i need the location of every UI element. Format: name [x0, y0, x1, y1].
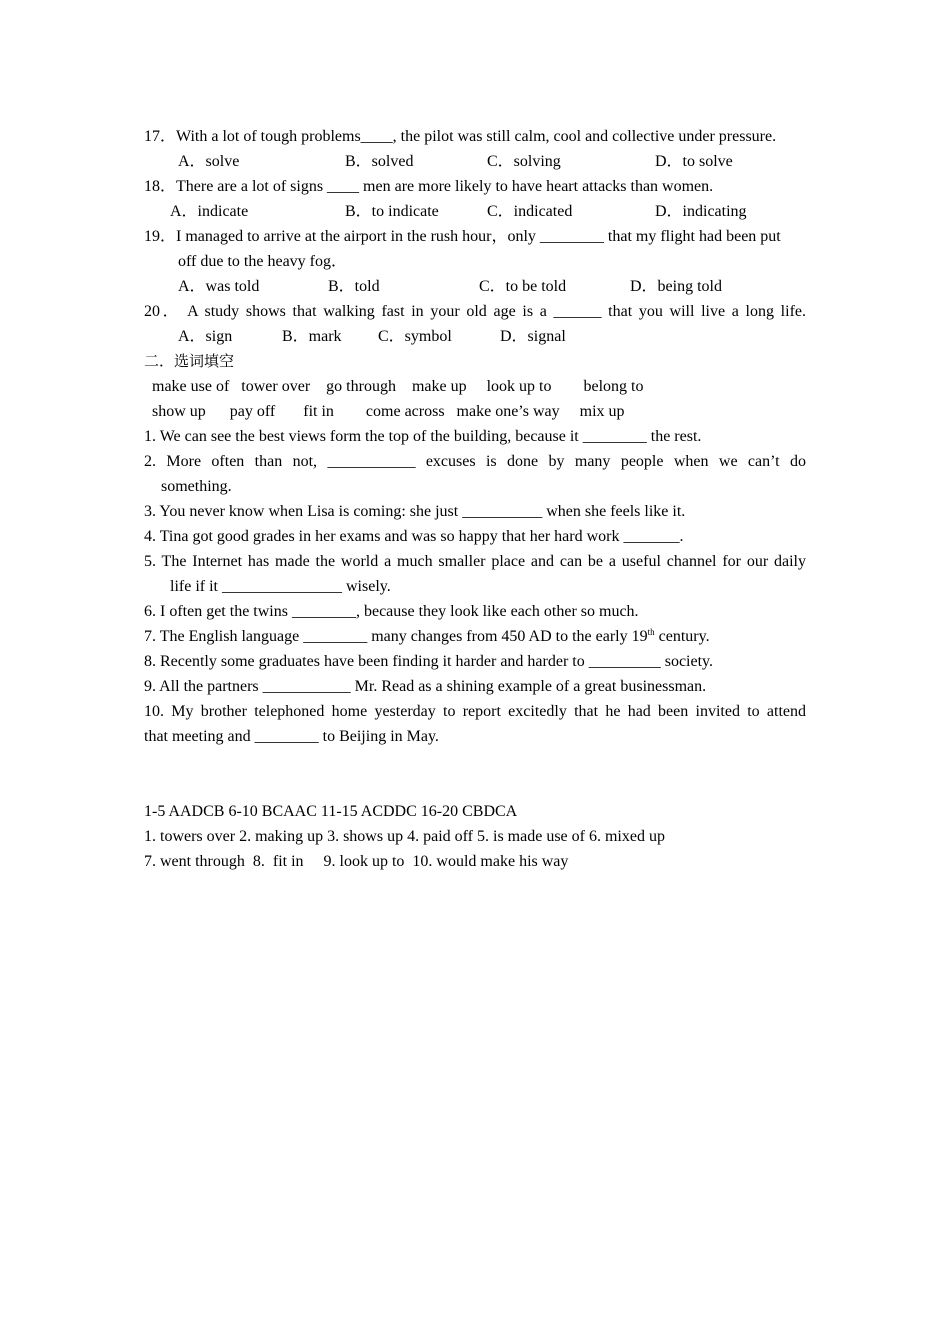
- option-a: A．indicate: [170, 203, 249, 220]
- question-20-options: [144, 324, 806, 349]
- word-bank-line-1: make use of tower over go through make up look up to belong to: [152, 378, 644, 395]
- fill-sentence-6: 6. I often get the twins ________, because they look like each other so much.: [144, 603, 639, 620]
- option-b: B．solved: [345, 153, 414, 170]
- option-d: D．being told: [630, 278, 722, 295]
- question-17-stem: 17．With a lot of tough problems____, the pilot was still calm, cool and collective under pressure.: [144, 128, 777, 145]
- question-18-stem: 18．There are a lot of signs ____ men are more likely to have heart attacks than women.: [144, 178, 714, 195]
- fill-sentence-10-line1: 10. My brother telephoned home yesterday to report excitedly that he had been invited to attend: [144, 703, 806, 720]
- question-20-stem: 20． A study shows that walking fast in your old age is a ______ that you will live a long life.: [144, 303, 806, 320]
- question-19-stem-line2: off due to the heavy fog．: [178, 253, 347, 270]
- fill-sentence-5-line1: 5. The Internet has made the world a much smaller place and can be a useful channel for our daily: [144, 553, 806, 570]
- option-a: A．solve: [178, 153, 240, 170]
- option-c: C．symbol: [378, 328, 452, 345]
- spacer: [144, 749, 806, 799]
- fill-sentence-8: 8. Recently some graduates have been finding it harder and harder to _________ society.: [144, 653, 714, 670]
- option-d: D．indicating: [655, 203, 747, 220]
- section-2-title: 二．选词填空: [144, 352, 235, 370]
- answer-key-line1: 1-5 AADCB 6-10 BCAAC 11-15 ACDDC 16-20 CBDCA: [144, 803, 518, 820]
- answer-key-line2: 1. towers over 2. making up 3. shows up 4. paid off 5. is made use of 6. mixed up: [144, 828, 665, 845]
- option-c: C．indicated: [487, 203, 573, 220]
- option-c: C．solving: [487, 153, 561, 170]
- option-a: A．was told: [178, 278, 260, 295]
- option-c: C．to be told: [479, 278, 567, 295]
- fill-sentence-7: [144, 624, 806, 649]
- option-b: B．told: [328, 278, 380, 295]
- fill-sentence-10-line2: that meeting and ________ to Beijing in May.: [144, 728, 439, 745]
- fill-sentence-1: 1. We can see the best views form the top of the building, because it ________ the rest.: [144, 428, 702, 445]
- fill-sentence-9: 9. All the partners ___________ Mr. Read as a shining example of a great businessman.: [144, 678, 707, 695]
- option-d: D．signal: [500, 328, 566, 345]
- fill-sentence-2-line2: something.: [161, 478, 232, 495]
- fill-sentence-2-line1: 2. More often than not, ___________ excuses is done by many people when we can’t do: [144, 453, 806, 470]
- option-b: B．to indicate: [345, 203, 439, 220]
- question-18-options: [144, 199, 806, 224]
- option-a: A．sign: [178, 328, 233, 345]
- option-b: B．mark: [282, 328, 342, 345]
- question-17-options: [144, 149, 806, 174]
- superscript-th: th: [647, 627, 655, 637]
- word-bank-line-2: show up pay off fit in come across make one’s way mix up: [152, 403, 625, 420]
- document-page: [144, 124, 806, 874]
- question-19-stem-line1: 19．I managed to arrive at the airport in the rush hour，only ________ that my flight had been put: [144, 228, 781, 245]
- fill-sentence-4: 4. Tina got good grades in her exams and was so happy that her hard work _______.: [144, 528, 684, 545]
- question-19-options: [144, 274, 806, 299]
- fill-sentence-7-text: 7. The English language ________ many changes from 450 AD to the early 19: [144, 628, 648, 645]
- fill-sentence-7-end: century.: [654, 628, 710, 645]
- answer-key-line3: 7. went through 8. fit in 9. look up to 10. would make his way: [144, 853, 569, 870]
- option-d: D．to solve: [655, 153, 733, 170]
- fill-sentence-3: 3. You never know when Lisa is coming: she just __________ when she feels like it.: [144, 503, 686, 520]
- fill-sentence-5-line2: life if it _______________ wisely.: [170, 578, 391, 595]
